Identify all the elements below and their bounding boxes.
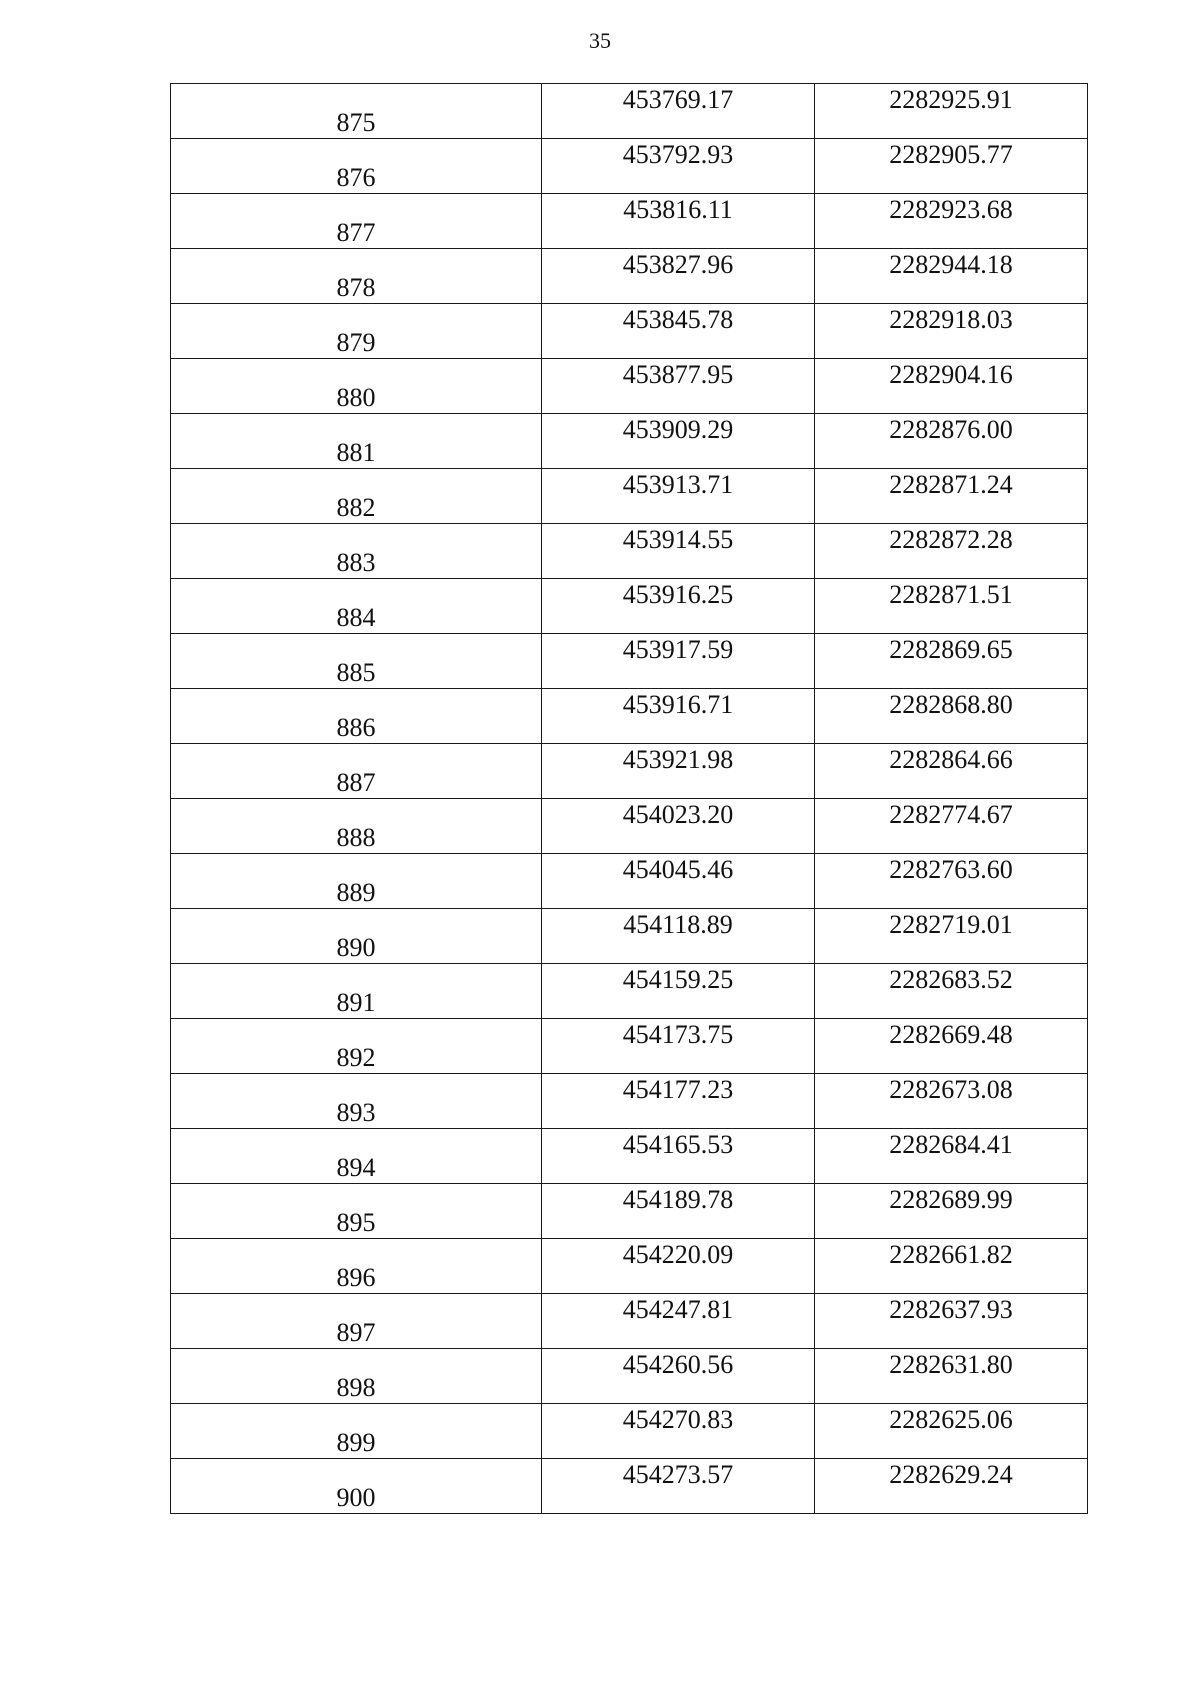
table-row [171, 964, 1088, 1019]
table-row [171, 579, 1088, 634]
point-number-cell: 897 [171, 1294, 542, 1349]
x-coordinate-cell: 453914.55 [542, 524, 815, 579]
point-number-cell: 879 [171, 304, 542, 359]
y-coordinate-cell: 2282871.24 [815, 469, 1088, 524]
y-coordinate-cell: 2282872.28 [815, 524, 1088, 579]
point-number-cell: 876 [171, 139, 542, 194]
table-row [171, 689, 1088, 744]
y-coordinate-cell: 2282869.65 [815, 634, 1088, 689]
x-coordinate-cell: 453921.98 [542, 744, 815, 799]
table-row [171, 1294, 1088, 1349]
table-row [171, 1239, 1088, 1294]
point-number-cell: 877 [171, 194, 542, 249]
x-coordinate-cell: 454247.81 [542, 1294, 815, 1349]
x-coordinate-cell: 454165.53 [542, 1129, 815, 1184]
y-coordinate-cell: 2282774.67 [815, 799, 1088, 854]
x-coordinate-cell: 453816.11 [542, 194, 815, 249]
point-number-cell: 885 [171, 634, 542, 689]
table-row [171, 194, 1088, 249]
x-coordinate-cell: 453916.71 [542, 689, 815, 744]
table-row [171, 799, 1088, 854]
y-coordinate-cell: 2282923.68 [815, 194, 1088, 249]
table-row [171, 1459, 1088, 1514]
table-row [171, 524, 1088, 579]
x-coordinate-cell: 454159.25 [542, 964, 815, 1019]
y-coordinate-cell: 2282871.51 [815, 579, 1088, 634]
point-number-cell: 898 [171, 1349, 542, 1404]
y-coordinate-cell: 2282631.80 [815, 1349, 1088, 1404]
point-number-cell: 892 [171, 1019, 542, 1074]
table-row [171, 744, 1088, 799]
x-coordinate-cell: 454118.89 [542, 909, 815, 964]
table-row [171, 249, 1088, 304]
x-coordinate-cell: 454220.09 [542, 1239, 815, 1294]
point-number-cell: 883 [171, 524, 542, 579]
y-coordinate-cell: 2282625.06 [815, 1404, 1088, 1459]
table-row [171, 854, 1088, 909]
x-coordinate-cell: 454260.56 [542, 1349, 815, 1404]
x-coordinate-cell: 454270.83 [542, 1404, 815, 1459]
x-coordinate-cell: 454189.78 [542, 1184, 815, 1239]
page-number: 35 [589, 28, 611, 53]
table-row [171, 909, 1088, 964]
y-coordinate-cell: 2282918.03 [815, 304, 1088, 359]
point-number-cell: 895 [171, 1184, 542, 1239]
table-row [171, 1074, 1088, 1129]
table-row [171, 1404, 1088, 1459]
y-coordinate-cell: 2282629.24 [815, 1459, 1088, 1514]
x-coordinate-cell: 453792.93 [542, 139, 815, 194]
point-number-cell: 899 [171, 1404, 542, 1459]
x-coordinate-cell: 454173.75 [542, 1019, 815, 1074]
x-coordinate-cell: 453913.71 [542, 469, 815, 524]
table-row [171, 1184, 1088, 1239]
x-coordinate-cell: 453877.95 [542, 359, 815, 414]
x-coordinate-cell: 454023.20 [542, 799, 815, 854]
y-coordinate-cell: 2282864.66 [815, 744, 1088, 799]
x-coordinate-cell: 454177.23 [542, 1074, 815, 1129]
x-coordinate-cell: 453769.17 [542, 84, 815, 139]
y-coordinate-cell: 2282876.00 [815, 414, 1088, 469]
x-coordinate-cell: 453917.59 [542, 634, 815, 689]
x-coordinate-cell: 453827.96 [542, 249, 815, 304]
y-coordinate-cell: 2282683.52 [815, 964, 1088, 1019]
y-coordinate-cell: 2282719.01 [815, 909, 1088, 964]
x-coordinate-cell: 453909.29 [542, 414, 815, 469]
point-number-cell: 900 [171, 1459, 542, 1514]
y-coordinate-cell: 2282868.80 [815, 689, 1088, 744]
x-coordinate-cell: 453916.25 [542, 579, 815, 634]
point-number-cell: 889 [171, 854, 542, 909]
point-number-cell: 884 [171, 579, 542, 634]
table-row [171, 304, 1088, 359]
point-number-cell: 886 [171, 689, 542, 744]
point-number-cell: 880 [171, 359, 542, 414]
table-row [171, 1349, 1088, 1404]
table-row [171, 139, 1088, 194]
y-coordinate-cell: 2282689.99 [815, 1184, 1088, 1239]
point-number-cell: 888 [171, 799, 542, 854]
y-coordinate-cell: 2282944.18 [815, 249, 1088, 304]
y-coordinate-cell: 2282904.16 [815, 359, 1088, 414]
y-coordinate-cell: 2282905.77 [815, 139, 1088, 194]
y-coordinate-cell: 2282637.93 [815, 1294, 1088, 1349]
point-number-cell: 894 [171, 1129, 542, 1184]
point-number-cell: 896 [171, 1239, 542, 1294]
table-row [171, 414, 1088, 469]
y-coordinate-cell: 2282669.48 [815, 1019, 1088, 1074]
y-coordinate-cell: 2282684.41 [815, 1129, 1088, 1184]
point-number-cell: 875 [171, 84, 542, 139]
table-row [171, 634, 1088, 689]
coordinates-table [170, 83, 1088, 1514]
x-coordinate-cell: 454273.57 [542, 1459, 815, 1514]
x-coordinate-cell: 454045.46 [542, 854, 815, 909]
point-number-cell: 887 [171, 744, 542, 799]
y-coordinate-cell: 2282661.82 [815, 1239, 1088, 1294]
point-number-cell: 882 [171, 469, 542, 524]
x-coordinate-cell: 453845.78 [542, 304, 815, 359]
point-number-cell: 891 [171, 964, 542, 1019]
table-row [171, 469, 1088, 524]
table-row [171, 1129, 1088, 1184]
coordinates-table-body [171, 84, 1088, 1514]
table-row [171, 1019, 1088, 1074]
point-number-cell: 893 [171, 1074, 542, 1129]
table-row [171, 359, 1088, 414]
point-number-cell: 890 [171, 909, 542, 964]
point-number-cell: 878 [171, 249, 542, 304]
y-coordinate-cell: 2282673.08 [815, 1074, 1088, 1129]
y-coordinate-cell: 2282925.91 [815, 84, 1088, 139]
y-coordinate-cell: 2282763.60 [815, 854, 1088, 909]
point-number-cell: 881 [171, 414, 542, 469]
table-row [171, 84, 1088, 139]
